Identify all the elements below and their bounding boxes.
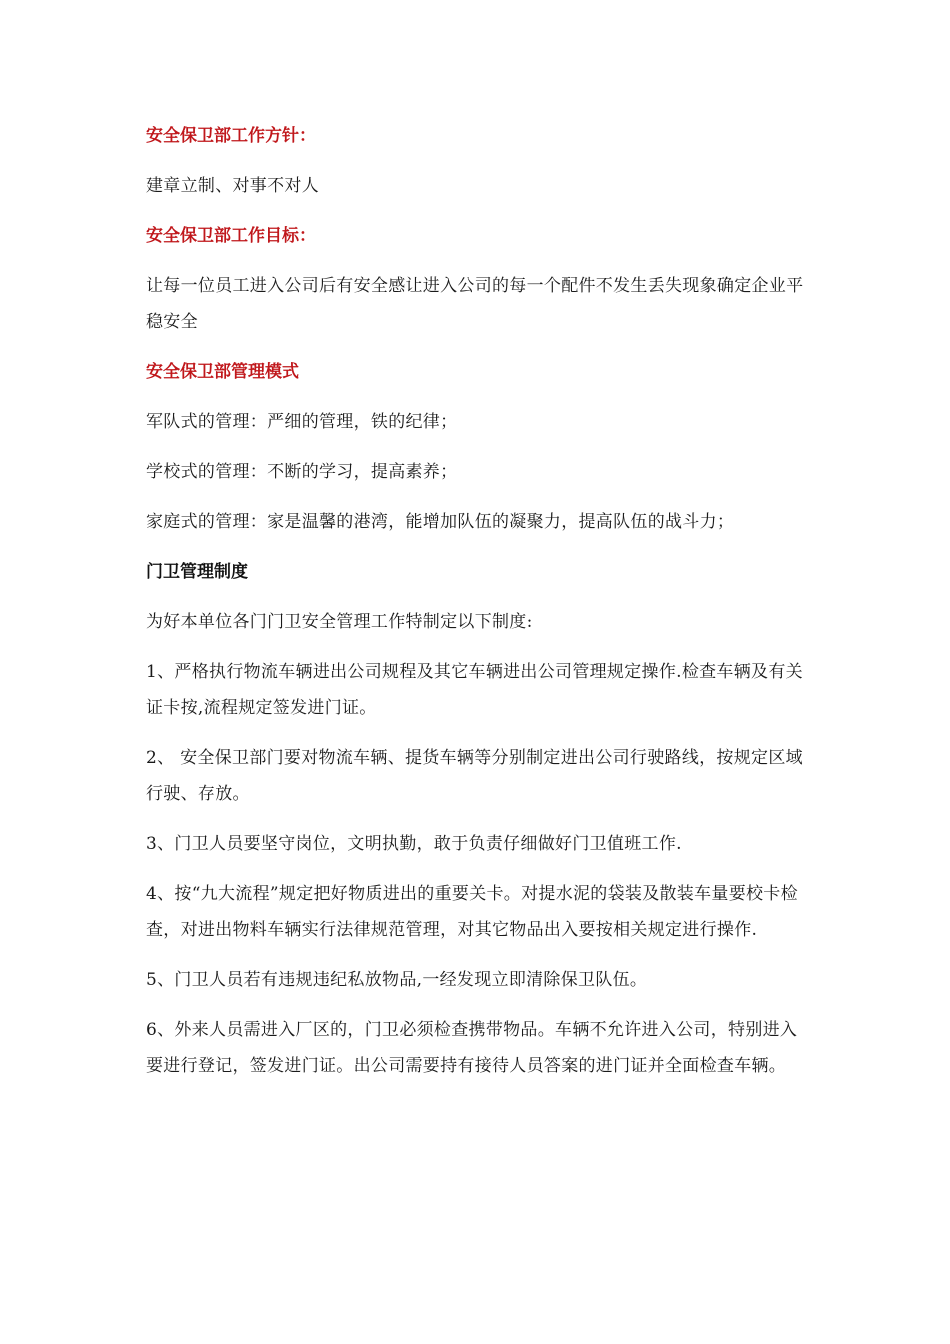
gate-rule-item: 4、按“九大流程”规定把好物质进出的重要关卡。对提水泥的袋装及散装车量要校卡检查，对进出物料车辆实行法律规范管理，对其它物品出入要按相关规定进行操作. (146, 884, 798, 940)
section-heading-policy: 安全保卫部工作方针： (146, 126, 316, 146)
policy-text: 建章立制、对事不对人 (146, 176, 319, 196)
gate-rule-item: 1、严格执行物流车辆进出公司规程及其它车辆进出公司管理规定操作.检查车辆及有关证卡按,流程规定签发进门证。 (146, 662, 803, 718)
document-page (146, 118, 808, 1098)
gate-rule-item: 6、外来人员需进入厂区的，门卫必须检查携带物品。车辆不允许进入公司，特别进入要进行登记，签发进门证。出公司需要持有接待人员答案的进门证并全面检查车辆。 (146, 1020, 798, 1076)
management-mode-item: 家庭式的管理：家是温馨的港湾，能增加队伍的凝聚力，提高队伍的战斗力； (146, 512, 735, 532)
management-mode-item: 学校式的管理：不断的学习，提高素养； (146, 462, 458, 482)
section-heading-goal: 安全保卫部工作目标： (146, 226, 316, 246)
gate-rule-item: 3、门卫人员要坚守岗位，文明执勤，敢于负责仔细做好门卫值班工作. (146, 834, 682, 854)
section-heading-management-mode: 安全保卫部管理模式 (146, 362, 299, 382)
management-mode-item: 军队式的管理：严细的管理，铁的纪律； (146, 412, 458, 432)
gate-rules-intro: 为好本单位各门门卫安全管理工作特制定以下制度: (146, 612, 533, 632)
goal-text: 让每一位员工进入公司后有安全感让进入公司的每一个配件不发生丢失现象确定企业平稳安全 (146, 276, 804, 332)
section-heading-gate-rules: 门卫管理制度 (146, 562, 248, 582)
gate-rule-item: 5、门卫人员若有违规违纪私放物品,一经发现立即清除保卫队伍。 (146, 970, 648, 990)
gate-rule-item: 2、 安全保卫部门要对物流车辆、提货车辆等分别制定进出公司行驶路线，按规定区域行驶、存放。 (146, 748, 803, 804)
